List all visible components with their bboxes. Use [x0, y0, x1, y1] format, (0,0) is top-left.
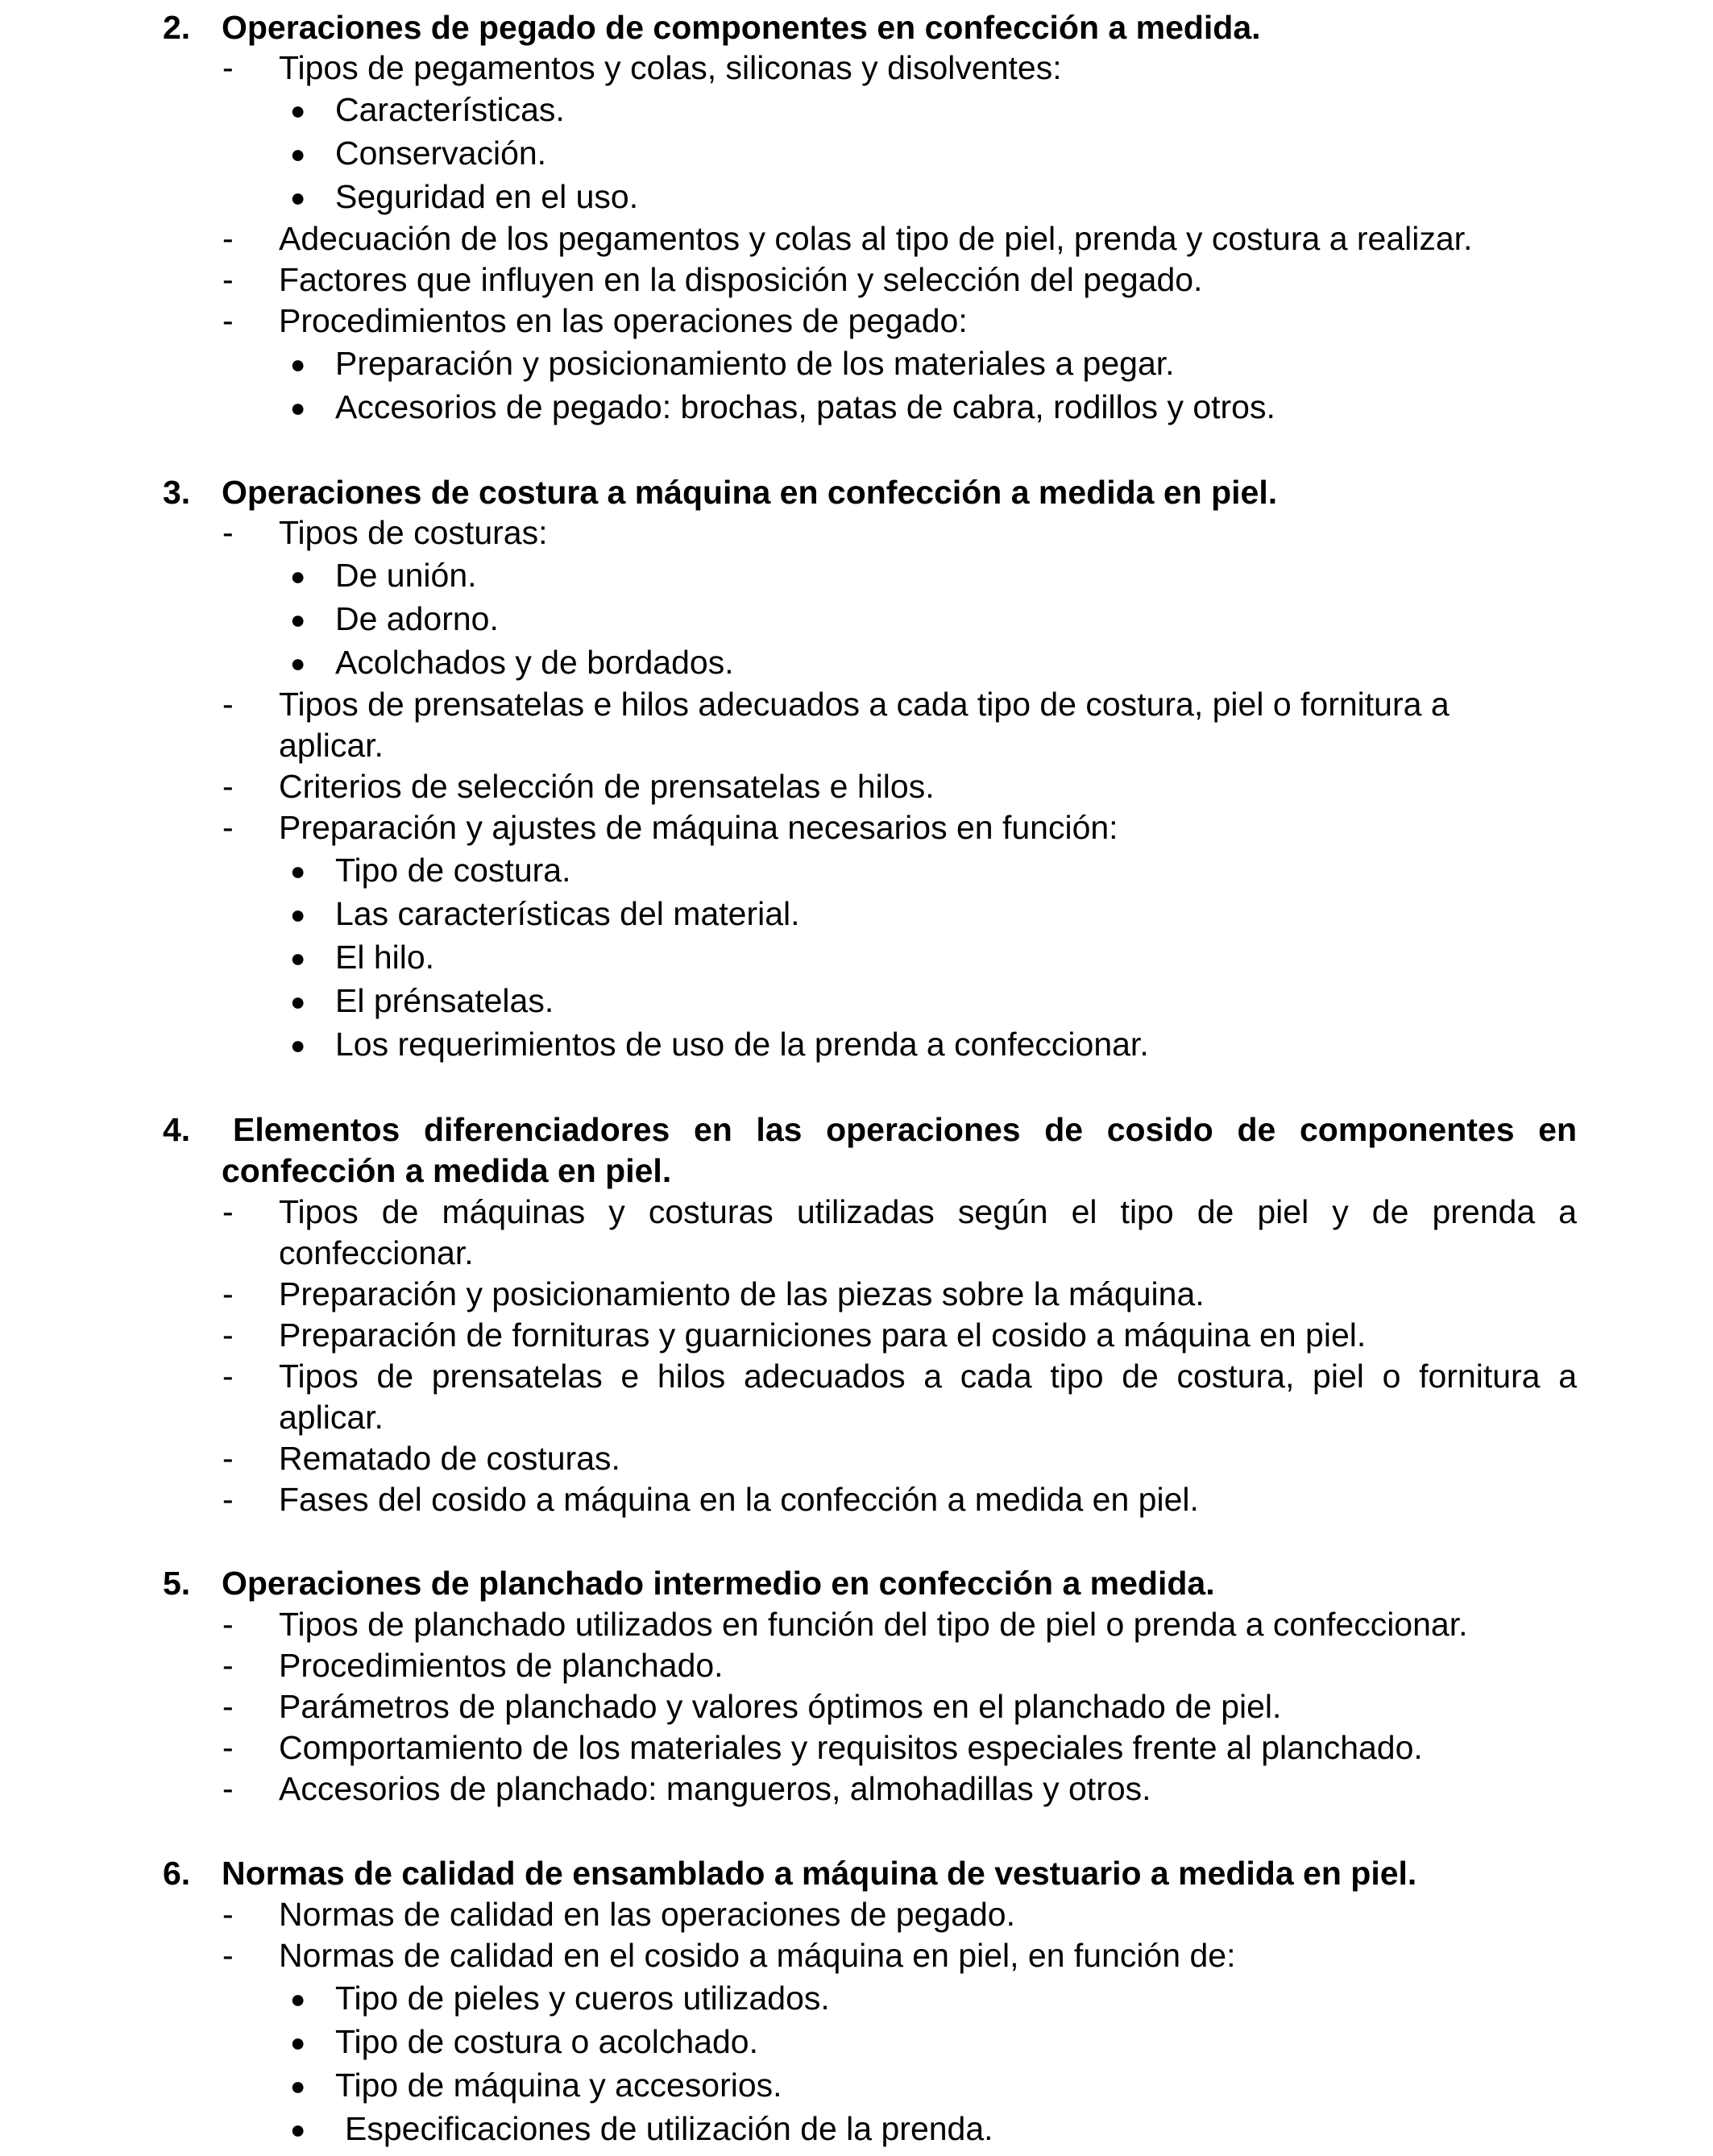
- dash-marker: -: [222, 302, 234, 339]
- sub-list-item: Especificaciones de utilización de la prenda.: [345, 2110, 993, 2147]
- dash-marker: -: [222, 1440, 234, 1477]
- section-number: 3.: [163, 474, 191, 511]
- bullet-icon: ●: [290, 2071, 306, 2100]
- dash-marker: -: [222, 49, 234, 86]
- bullet-icon: ●: [290, 649, 306, 678]
- section-title: Operaciones de planchado intermedio en confección a medida.: [222, 1565, 1215, 1602]
- list-item: Tipos de planchado utilizados en función del tipo de piel o prenda a confeccionar.: [279, 1606, 1468, 1643]
- dash-marker: -: [222, 1937, 234, 1974]
- dash-marker: -: [222, 809, 234, 846]
- bullet-icon: ●: [290, 96, 306, 125]
- sub-list-item: Las características del material.: [335, 895, 800, 932]
- bullet-icon: ●: [290, 605, 306, 634]
- list-item: Preparación de fornituras y guarniciones para el cosido a máquina en piel.: [279, 1316, 1367, 1354]
- bullet-icon: ●: [290, 1984, 306, 2013]
- list-item: Procedimientos de planchado.: [279, 1647, 724, 1684]
- list-item: Normas de calidad en el cosido a máquina en piel, en función de:: [279, 1937, 1236, 1974]
- list-item-continuation: aplicar.: [279, 1399, 384, 1436]
- dash-marker: -: [222, 1729, 234, 1766]
- sub-list-item: Seguridad en el uso.: [335, 178, 639, 215]
- list-item: Procedimientos en las operaciones de pegado:: [279, 302, 968, 339]
- bullet-icon: ●: [290, 562, 306, 591]
- list-item: Tipos de pegamentos y colas, siliconas y disolventes:: [279, 49, 1062, 86]
- sub-list-item: De unión.: [335, 557, 477, 594]
- sub-list-item: Tipo de costura.: [335, 852, 571, 889]
- dash-marker: -: [222, 1647, 234, 1684]
- dash-marker: -: [222, 1688, 234, 1725]
- section-number: 5.: [163, 1565, 191, 1602]
- bullet-icon: ●: [290, 139, 306, 168]
- dash-marker: -: [222, 261, 234, 298]
- section-title: Normas de calidad de ensamblado a máquina de vestuario a medida en piel.: [222, 1855, 1417, 1892]
- sub-list-item: Los requerimientos de uso de la prenda a confeccionar.: [335, 1026, 1149, 1063]
- sub-list-item: Tipo de máquina y accesorios.: [335, 2067, 782, 2104]
- section-number: 6.: [163, 1855, 191, 1892]
- sub-list-item: De adorno.: [335, 600, 499, 637]
- sub-list-item: Conservación.: [335, 135, 547, 172]
- list-item: Fases del cosido a máquina en la confección a medida en piel.: [279, 1481, 1199, 1518]
- bullet-icon: ●: [290, 393, 306, 422]
- bullet-icon: ●: [290, 900, 306, 929]
- bullet-icon: ●: [290, 2115, 306, 2144]
- list-item-continuation: aplicar.: [279, 727, 384, 764]
- section-title: Operaciones de costura a máquina en confección a medida en piel.: [222, 474, 1278, 511]
- bullet-icon: ●: [290, 856, 306, 885]
- list-item-continuation: confeccionar.: [279, 1234, 474, 1271]
- sub-list-item: El prénsatelas.: [335, 982, 554, 1019]
- section-title-continuation: confección a medida en piel.: [222, 1152, 672, 1189]
- dash-marker: -: [222, 1358, 234, 1395]
- dash-marker: -: [222, 1606, 234, 1643]
- list-item: Rematado de costuras.: [279, 1440, 620, 1477]
- dash-marker: -: [222, 1275, 234, 1312]
- sub-list-item: Accesorios de pegado: brochas, patas de cabra, rodillos y otros.: [335, 388, 1275, 425]
- list-item: Preparación y ajustes de máquina necesarios en función:: [279, 809, 1118, 846]
- list-item: Tipos de máquinas y costuras utilizadas según el tipo de piel y de prenda a: [279, 1193, 1577, 1230]
- section-title: Elementos diferenciadores en las operaciones de cosido de componentes en: [233, 1111, 1577, 1148]
- sub-list-item: Características.: [335, 91, 565, 128]
- sub-list-item: Preparación y posicionamiento de los materiales a pegar.: [335, 345, 1175, 382]
- list-item: Accesorios de planchado: mangueros, almohadillas y otros.: [279, 1770, 1151, 1807]
- dash-marker: -: [222, 1316, 234, 1354]
- section-title: Operaciones de pegado de componentes en confección a medida.: [222, 9, 1261, 46]
- list-item: Comportamiento de los materiales y requisitos especiales frente al planchado.: [279, 1729, 1423, 1766]
- bullet-icon: ●: [290, 987, 306, 1016]
- list-item: Factores que influyen en la disposición y selección del pegado.: [279, 261, 1203, 298]
- dash-marker: -: [222, 686, 234, 723]
- list-item: Tipos de costuras:: [279, 514, 548, 551]
- dash-marker: -: [222, 1193, 234, 1230]
- dash-marker: -: [222, 220, 234, 257]
- bullet-icon: ●: [290, 350, 306, 379]
- dash-marker: -: [222, 768, 234, 805]
- dash-marker: -: [222, 1481, 234, 1518]
- list-item: Preparación y posicionamiento de las piezas sobre la máquina.: [279, 1275, 1205, 1312]
- section-number: 2.: [163, 9, 191, 46]
- bullet-icon: ●: [290, 2028, 306, 2057]
- list-item: Adecuación de los pegamentos y colas al tipo de piel, prenda y costura a realizar.: [279, 220, 1473, 257]
- bullet-icon: ●: [290, 943, 306, 972]
- section-number: 4.: [163, 1111, 191, 1148]
- sub-list-item: El hilo.: [335, 939, 435, 976]
- list-item: Parámetros de planchado y valores óptimos en el planchado de piel.: [279, 1688, 1282, 1725]
- bullet-icon: ●: [290, 1030, 306, 1059]
- sub-list-item: Tipo de costura o acolchado.: [335, 2023, 758, 2060]
- list-item: Tipos de prensatelas e hilos adecuados a cada tipo de costura, piel o fornitura a: [279, 1358, 1577, 1395]
- list-item: Normas de calidad en las operaciones de pegado.: [279, 1896, 1015, 1933]
- dash-marker: -: [222, 1770, 234, 1807]
- bullet-icon: ●: [290, 183, 306, 212]
- dash-marker: -: [222, 514, 234, 551]
- list-item: Criterios de selección de prensatelas e hilos.: [279, 768, 935, 805]
- sub-list-item: Acolchados y de bordados.: [335, 644, 734, 681]
- sub-list-item: Tipo de pieles y cueros utilizados.: [335, 1980, 830, 2017]
- list-item: Tipos de prensatelas e hilos adecuados a cada tipo de costura, piel o fornitura a: [279, 686, 1450, 723]
- dash-marker: -: [222, 1896, 234, 1933]
